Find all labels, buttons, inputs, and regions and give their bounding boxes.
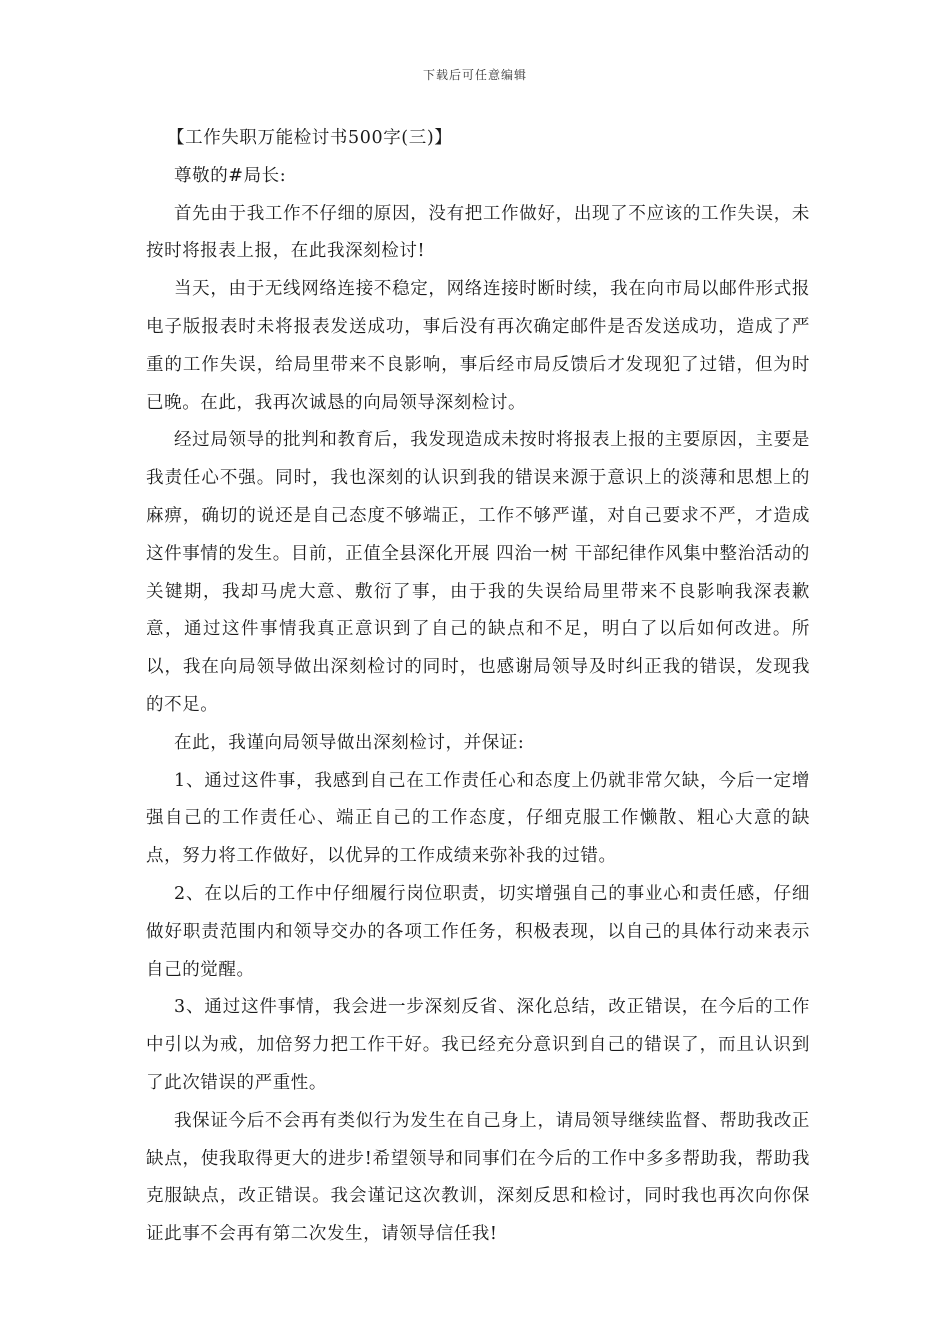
- paragraph: 我保证今后不会再有类似行为发生在自己身上，请局领导继续监督、帮助我改正缺点，使我取得更大的进步!希望领导和同事们在今后的工作中多多帮助我，帮助我克服缺点，改正错误。我会谨记这次教训，深刻反思和检讨，同时我也再次向你保证此事不会再有第二次发生，请领导信任我!: [146, 1110, 810, 1245]
- salutation: 尊敬的#局长:: [174, 165, 287, 186]
- paragraph: 3、通过这件事情，我会进一步深刻反省、深化总结，改正错误，在今后的工作中引以为戒，加倍努力把工作干好。我已经充分意识到自己的错误了，而且认识到了此次错误的严重性。: [146, 997, 810, 1093]
- paragraph: 在此，我谨向局领导做出深刻检讨，并保证:: [174, 732, 525, 753]
- document-body: [146, 120, 810, 1254]
- paragraph: 2、在以后的工作中仔细履行岗位职责，切实增强自己的事业心和责任感，仔细做好职责范围内和领导交办的各项工作任务，积极表现，以自己的具体行动来表示自己的觉醒。: [146, 883, 810, 980]
- paragraph: 1、通过这件事，我感到自己在工作责任心和态度上仍就非常欠缺，今后一定增强自己的工作责任心、端正自己的工作态度，仔细克服工作懒散、粗心大意的缺点，努力将工作做好，以优异的工作成绩来弥补我的过错。: [146, 770, 810, 867]
- page-header-note: 下载后可任意编辑: [422, 68, 527, 82]
- paragraph: 首先由于我工作不仔细的原因，没有把工作做好，出现了不应该的工作失误，未按时将报表上报，在此我深刻检讨!: [146, 203, 810, 262]
- paragraph: 经过局领导的批判和教育后，我发现造成未按时将报表上报的主要原因，主要是我责任心不强。同时，我也深刻的认识到我的错误来源于意识上的淡薄和思想上的麻痹，确切的说还是自己态度不够端正，工作不够严谨，对自己要求不严，才造成这件事情的发生。目前，正值全县深化开展 四治一树 干部纪律作风集中整治活动的关键期，我却马虎大意、敷衍了事，由于我的失误给局里带来不良影响我深表歉意，通过这件事情我真正意识到了自己的缺点和不足，明白了以后如何改进。所以，我在向局领导做出深刻检讨的同时，也感谢局领导及时纠正我的错误，发现我的不足。: [146, 430, 810, 715]
- paragraph: 当天，由于无线网络连接不稳定，网络连接时断时续，我在向市局以邮件形式报电子版报表时未将报表发送成功，事后没有再次确定邮件是否发送成功，造成了严重的工作失误，给局里带来不良影响，事后经市局反馈后才发现犯了过错，但为时已晚。在此，我再次诚恳的向局领导深刻检讨。: [146, 279, 810, 413]
- document-title: 【工作失职万能检讨书500字(三)】: [167, 128, 453, 148]
